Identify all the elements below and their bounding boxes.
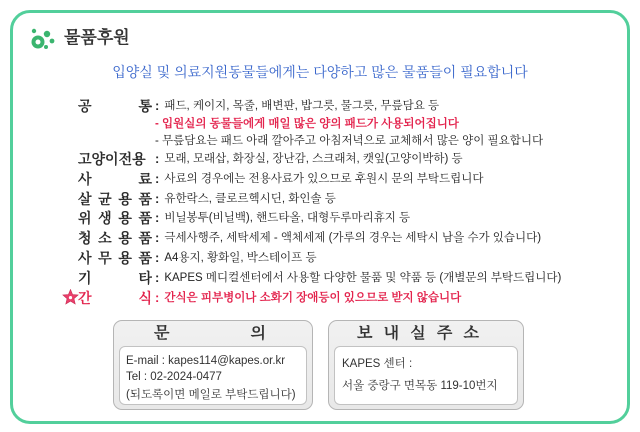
supply-row-disinfectant <box>78 190 336 208</box>
supply-row-hygiene <box>78 209 410 227</box>
supply-label: 공 통 <box>78 98 152 114</box>
label-separator: : <box>155 270 160 285</box>
supply-row-food <box>78 170 483 188</box>
intro-text: 입양실 및 의료지원동물들에게는 다양하고 많은 물품들이 필요합니다 <box>112 64 528 80</box>
star-icon <box>62 289 79 306</box>
label-separator: : <box>155 191 160 206</box>
label-separator: : <box>155 250 160 265</box>
label-separator: : <box>155 171 160 186</box>
supply-label: 위 생 용 품 <box>78 210 152 226</box>
note-pads: - 입원실의 동물들에게 매일 많은 양의 패드가 사용되어집니다 <box>155 118 459 130</box>
supply-row-snacks <box>78 289 461 307</box>
label-separator: : <box>155 210 160 225</box>
supply-value: 모래, 모래삽, 화장실, 장난감, 스크래쳐, 캣잎(고양이박하) 등 <box>164 153 463 165</box>
supply-label: 사 료 <box>78 171 152 187</box>
supply-row-cleaning <box>78 229 541 247</box>
supply-label: 간 식 <box>78 290 152 306</box>
supply-row-office <box>78 249 317 267</box>
supply-value: KAPES 메디컬센터에서 사용할 다양한 물품 및 약품 등 (개별문의 부탁드립니다) <box>164 272 562 284</box>
contact-details <box>119 346 307 405</box>
supply-label: 청 소 용 품 <box>78 230 152 246</box>
address-box <box>328 320 524 410</box>
supply-value: 사료의 경우에는 전용사료가 있으므로 후원시 문의 부탁드립니다 <box>164 173 484 185</box>
supply-value: 패드, 케이지, 목줄, 배변판, 밥그릇, 물그릇, 무릎담요 등 <box>164 100 440 112</box>
supply-row-other <box>78 269 561 287</box>
contact-note: (되도록이면 메일로 부탁드립니다) <box>126 389 296 401</box>
supply-value: 간식은 피부병이나 소화기 장애등이 있으므로 받지 않습니다 <box>164 292 462 304</box>
supply-row-common <box>78 97 439 115</box>
contact-title: 문 의 <box>154 325 266 342</box>
label-separator: : <box>155 290 160 305</box>
label-separator: : <box>155 230 160 245</box>
address-street: 서울 중랑구 면목동 119-10번지 <box>342 380 498 392</box>
label-separator: : <box>155 151 160 166</box>
contact-phone: Tel : 02-2024-0477 <box>126 371 222 383</box>
label-separator: : <box>155 98 160 113</box>
supply-label: 살 균 용 품 <box>78 191 152 207</box>
supply-value: A4용지, 황화일, 박스테이프 등 <box>164 252 317 264</box>
contact-email: E-mail : kapes114@kapes.or.kr <box>126 355 286 367</box>
paw-icon <box>28 25 56 53</box>
supply-label: 사 무 용 품 <box>78 250 152 266</box>
supply-value: 비닐봉투(비닐백), 핸드타올, 대형두루마리휴지 등 <box>164 212 411 224</box>
address-details <box>334 346 518 405</box>
address-recipient: KAPES 센터 : <box>342 358 413 370</box>
page-title: 물품후원 <box>64 28 130 47</box>
supply-label: 기 타 <box>78 270 152 286</box>
note-blankets: - 무릎담요는 패드 아래 깔아주고 아침저녁으로 교체해서 많은 양이 필요합니다 <box>155 135 544 147</box>
contact-box <box>113 320 313 410</box>
supply-value: 유한락스, 클로르헥시딘, 화인솔 등 <box>164 193 336 205</box>
supply-label: 고양이전용 <box>78 151 146 167</box>
supply-value: 극세사행주, 세탁세제 - 액체세제 (가루의 경우는 세탁시 남을 수가 있습니다) <box>164 232 542 244</box>
supply-row-cat <box>78 150 463 168</box>
address-title: 보 내 실 주 소 <box>357 325 479 342</box>
